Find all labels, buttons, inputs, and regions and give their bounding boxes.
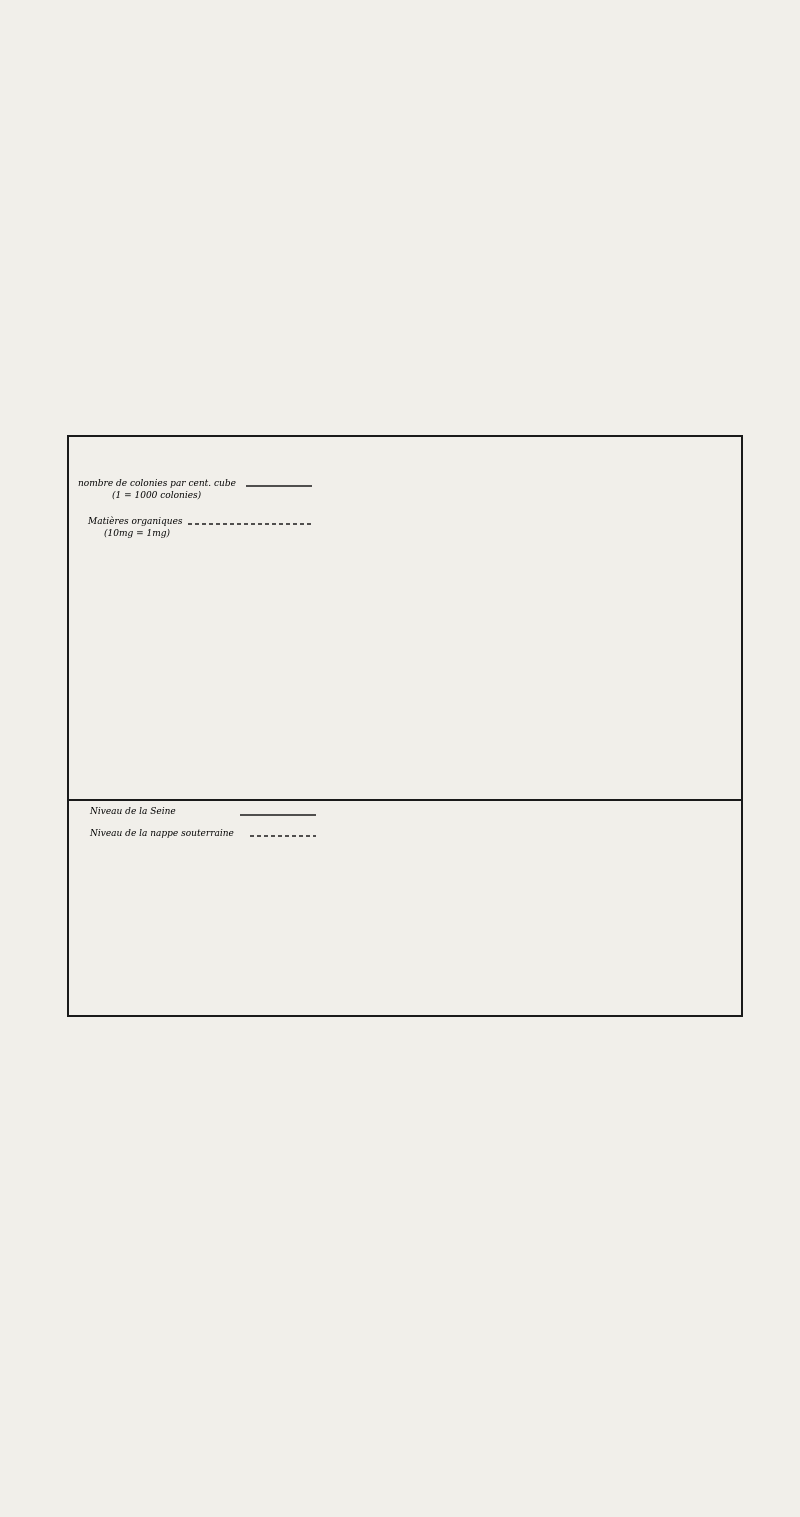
top-panel — [78, 479, 312, 539]
page-header — [38, 98, 758, 138]
legend-organic-label: Matières organiques — [88, 517, 183, 527]
legend-nappe-label: Niveau de la nappe souterraine — [90, 829, 234, 839]
bottom-panel — [89, 807, 316, 839]
top-legend — [78, 479, 312, 539]
legend-seine-label: Niveau de la Seine — [90, 807, 176, 817]
figure-1 — [0, 425, 800, 1030]
legend-organic-sub: (10mg = 1mg) — [104, 529, 171, 539]
bottom-legend — [89, 807, 316, 839]
legend-colonies-sub: (1 = 1000 colonies) — [112, 491, 202, 501]
legend-colonies-label: nombre de colonies par cent. cube — [78, 479, 236, 489]
